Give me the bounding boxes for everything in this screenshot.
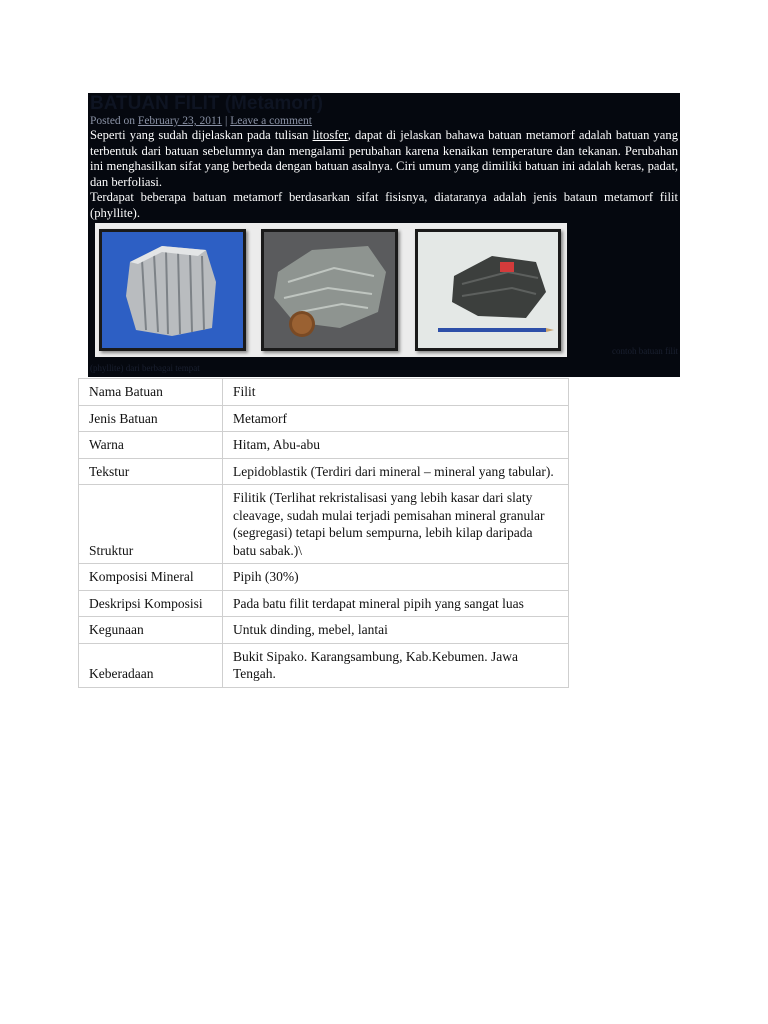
table-row: [79, 485, 569, 564]
paragraph-1-text-a: Seperti yang sudah dijelaskan pada tulisan: [90, 128, 313, 142]
gallery-caption-bottom: (phyllite) dari berbagai tempat: [90, 363, 200, 373]
row-label: Komposisi Mineral: [79, 564, 223, 591]
row-label: Nama Batuan: [79, 379, 223, 406]
table-row: [79, 617, 569, 644]
phyllite-rock-image-2: [264, 232, 395, 348]
table-row: [79, 432, 569, 459]
row-value: Bukit Sipako. Karangsambung, Kab.Kebumen. Jawa Tengah.: [223, 643, 569, 687]
row-value: Metamorf: [223, 405, 569, 432]
row-label: Kegunaan: [79, 617, 223, 644]
post-date-link[interactable]: February 23, 2011: [137, 115, 223, 127]
table-row: [79, 458, 569, 485]
row-value: Pada batu filit terdapat mineral pipih yang sangat luas: [223, 590, 569, 617]
row-label: Tekstur: [79, 458, 223, 485]
table-row: [79, 643, 569, 687]
phyllite-rock-image-1: [102, 232, 243, 348]
row-value: Filit: [223, 379, 569, 406]
leave-comment-link[interactable]: Leave a comment: [230, 115, 312, 127]
gallery-caption-right: contoh batuan filit: [612, 346, 678, 356]
row-label: Jenis Batuan: [79, 405, 223, 432]
meta-separator: |: [222, 115, 231, 127]
paragraph-1-text-b: , dapat di jelaskan bahawa batuan metamorf adalah batuan yang terbentuk dari batuan sebelumnya dan mengalami perubahan karena kenaikan temperature dan tekanan. Perubahan ini menghasilkan sifat yang berbeda dengan batuan asalnya. Ciri umum yang dimiliki batuan ini adalah keras, padat, dan berfoliasi.: [90, 128, 678, 189]
row-value: Hitam, Abu-abu: [223, 432, 569, 459]
blog-post: [88, 93, 680, 377]
rock-photo-3: [415, 229, 561, 351]
row-value: Untuk dinding, mebel, lantai: [223, 617, 569, 644]
table-row: [79, 405, 569, 432]
post-paragraph-1: [90, 128, 678, 190]
rock-photo-2: [261, 229, 398, 351]
rock-photo-1: [99, 229, 246, 351]
posted-prefix: Posted on: [90, 115, 138, 127]
row-value: Pipih (30%): [223, 564, 569, 591]
rock-info-table: [78, 378, 569, 688]
row-label: Deskripsi Komposisi: [79, 590, 223, 617]
rock-photo-gallery: [95, 223, 567, 357]
row-label: Struktur: [79, 485, 223, 564]
row-label: Keberadaan: [79, 643, 223, 687]
row-value: Lepidoblastik (Terdiri dari mineral – mineral yang tabular).: [223, 458, 569, 485]
phyllite-rock-image-3: [418, 232, 558, 348]
post-title: BATUAN FILIT (Metamorf): [90, 93, 323, 114]
row-label: Warna: [79, 432, 223, 459]
table-row: [79, 590, 569, 617]
post-paragraph-2: Terdapat beberapa batuan metamorf berdasarkan sifat fisisnya, diataranya adalah jenis bataun metamorf filit (phyllite).: [90, 190, 678, 220]
litosfer-link[interactable]: litosfer: [312, 128, 348, 142]
table-row: [79, 564, 569, 591]
table-row: [79, 379, 569, 406]
row-value: Filitik (Terlihat rekristalisasi yang lebih kasar dari slaty cleavage, sudah mulai terjadi pemisahan mineral granular (segregasi) tetapi belum sempurna, lebih kilap daripada batu sabak.)\: [223, 485, 569, 564]
post-meta: [90, 115, 678, 128]
